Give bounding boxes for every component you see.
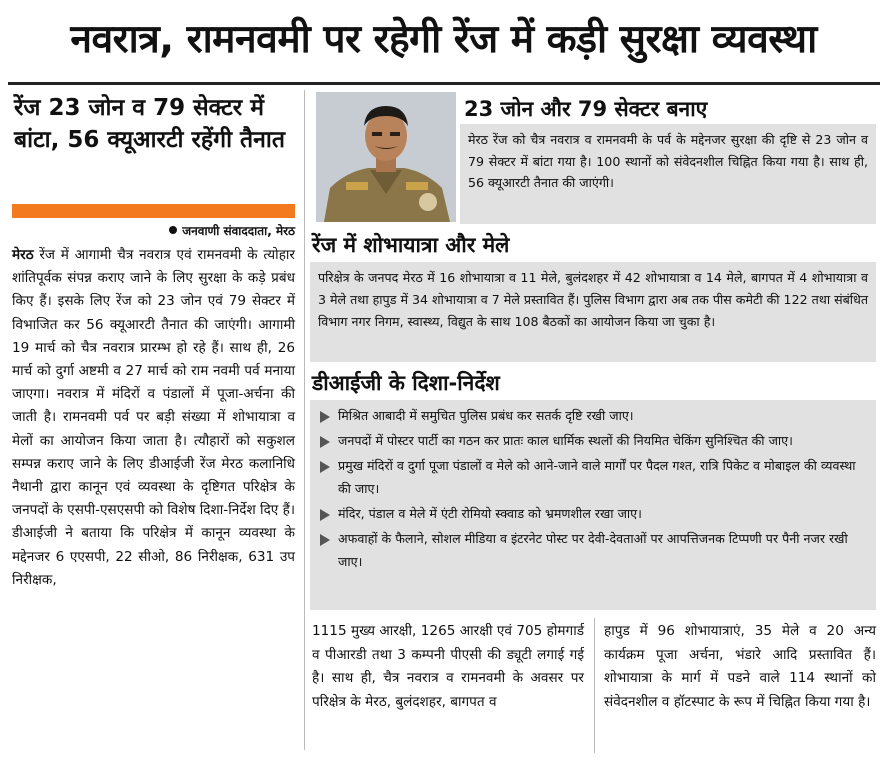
bottom-column-1: 1115 मुख्य आरक्षी, 1265 आरक्षी एवं 705 होमगार्ड व पीआरडी तथा 3 कम्पनी पीएसी की ड्यूटी लगाई गई है। साथ ही, चैत्र नवरात्र व रामनवमी के अवसर पर परिक्षेत्र के मेरठ, बुलंदशहर, बागपत व bbox=[312, 623, 584, 710]
section2-text: परिक्षेत्र के जनपद मेरठ में 16 शोभायात्रा व 11 मेले, बुलंदशहर में 42 शोभायात्रा व 14 मेले, बागपत में 4 शोभायात्रा व 3 मेले तथा हापुड में 34 शोभायात्रा व 7 मेले प्रस्तावित हैं। पुलिस विभाग द्वारा अब तक पीस कमेटी की 122 तथा संबंधित विभाग नगर निगम, स्वास्थ्य, विद्युत के साथ 108 बैठकों का आयोजन किया जा चुका है। bbox=[318, 270, 868, 329]
directives-list bbox=[318, 404, 868, 573]
triangle-bullet-icon bbox=[320, 461, 330, 473]
directive-item: प्रमुख मंदिरों व दुर्गा पूजा पंडालों व मेले को आने-जाने वाले मार्गों पर पैदल गश्त, रात्रि पिकेट व मोबाइल की व्यवस्था की जाए। bbox=[318, 454, 868, 500]
triangle-bullet-icon bbox=[320, 534, 330, 546]
column-divider bbox=[304, 90, 305, 750]
bullet-icon bbox=[169, 226, 177, 234]
dateline: मेरठ bbox=[12, 247, 34, 263]
directive-item: मंदिर, पंडाल व मेले में एंटी रोमियो स्क्वाड को भ्रमणशील रखा जाए। bbox=[318, 502, 868, 525]
section1-text: मेरठ रेंज को चैत्र नवरात्र व रामनवमी के पर्व के मद्देनजर सुरक्षा की दृष्टि से 23 जोन व 79 सेक्टर में बांटा गया है। 100 स्थानों को संवेदनशील चिह्नित किया गया है। साथ ही, 56 क्यूआरटी तैनात की जाएंगी। bbox=[468, 132, 868, 190]
directive-item: मिश्रित आबादी में समुचित पुलिस प्रबंध कर सतर्क दृष्टि रखी जाए। bbox=[318, 404, 868, 427]
left-body-text: रेंज में आगामी चैत्र नवरात्र एवं रामनवमी के त्योहार शांतिपूर्वक संपन्न कराए जाने के लिए सुरक्षा के कड़े प्रबंध किए हैं। इसके लिए रेंज को 23 जोन एवं 79 सेक्टर में विभाजित कर 56 क्यूआरटी तैनात की जाएंगी। आगामी 19 मार्च को चैत्र नवरात्र प्रारम्भ हो रहे हैं। साथ ही, 26 मार्च को दुर्गा अष्टमी व 27 मार्च को राम नवमी पर्व मनाया जाएगा। नवरात्र में मंदिरों व पंडालों में पूजा-अर्चना की जाती है। रामनवमी पर्व पर बड़ी संख्या में शोभायात्रा व मेलों का आयोजन किया जाता है। त्यौहारों को सकुशल सम्पन्न कराए जाने के लिए डीआईजी रेंज मेरठ कलानिधि नैथानी द्वारा कानून एवं व्यवस्था के दृष्टिगत परिक्षेत्र के जनपदों के एसपी-एसएसपी को विशेष दिशा-निर्देश दिए हैं। डीआईजी ने बताया कि परिक्षेत्र में कानून व्यवस्था के मद्देनजर 6 एएसपी, 22 सीओ, 86 निरीक्षक, 631 उप निरीक्षक, bbox=[12, 247, 295, 588]
section2-heading: रेंज में शोभायात्रा और मेले bbox=[312, 233, 510, 257]
officer-photo bbox=[316, 92, 456, 222]
triangle-bullet-icon bbox=[320, 509, 330, 521]
section3-heading: डीआईजी के दिशा-निर्देश bbox=[312, 371, 500, 395]
directives-box bbox=[310, 400, 876, 610]
section2-box bbox=[310, 262, 876, 362]
section1-box bbox=[460, 124, 876, 224]
byline-text: जनवाणी संवाददाता, मेरठ bbox=[182, 224, 295, 238]
accent-bar bbox=[12, 204, 295, 218]
bottom-column-2: हापुड में 96 शोभायात्राएं, 35 मेले व 20 अन्य कार्यक्रम पूजा अर्चना, भंडारे आदि प्रस्तावित हैं। शोभायात्रा के मार्ग में पडने वाले 114 स्थानों को संवेदनशील व हॉटस्पाट के रूप में चिह्नित किया गया है। bbox=[604, 623, 876, 710]
left-article-body bbox=[12, 244, 295, 592]
headline: नवरात्र, रामनवमी पर रहेगी रेंज में कड़ी सुरक्षा व्यवस्था bbox=[70, 17, 817, 62]
directive-item: अफवाहों के फैलाने, सोशल मीडिया व इंटरनेट पोस्ट पर देवी-देवताओं पर आपत्तिजनक टिप्पणी पर पैनी नजर रखी जाए। bbox=[318, 527, 868, 573]
headline-divider bbox=[8, 82, 880, 85]
left-subheading: रेंज 23 जोन व 79 सेक्टर में बांटा, 56 क्यूआरटी रहेंगी तैनात bbox=[14, 95, 285, 153]
section1-heading: 23 जोन और 79 सेक्टर बनाए bbox=[464, 97, 708, 121]
officer-portrait-icon bbox=[316, 92, 456, 222]
byline bbox=[12, 222, 295, 240]
triangle-bullet-icon bbox=[320, 436, 330, 448]
triangle-bullet-icon bbox=[320, 411, 330, 423]
directive-item: जनपदों में पोस्टर पार्टी का गठन कर प्रातः काल धार्मिक स्थलों की नियमित चेकिंग सुनिश्चित की जाए। bbox=[318, 429, 868, 452]
bottom-column-divider bbox=[594, 618, 595, 753]
